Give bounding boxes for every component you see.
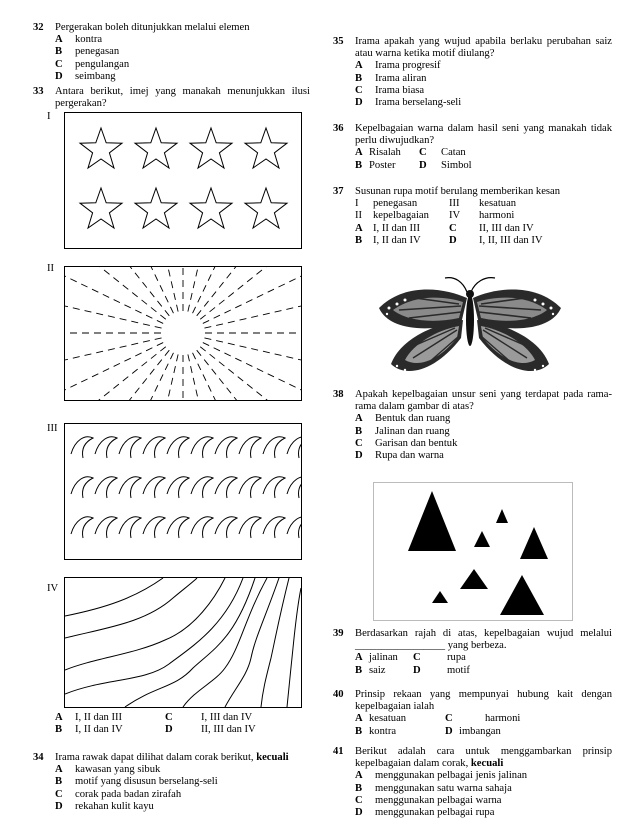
question-33-options: [33, 712, 310, 736]
figure-waves: [64, 423, 302, 560]
option-a[interactable]: A kawasan yang sibuk: [55, 764, 161, 776]
option-c[interactable]: C menggunakan pelbagai warna: [355, 794, 502, 806]
option-a[interactable]: A menggunakan pelbagai jenis jalinan: [355, 770, 528, 782]
figure-label-ii: II: [47, 263, 55, 274]
option-a[interactable]: A I, II dan III: [55, 712, 123, 723]
option-b[interactable]: B I, II dan IV: [355, 234, 421, 246]
stars-pattern: [65, 113, 301, 248]
option-d[interactable]: D Simbol: [419, 159, 472, 171]
question-number: 37: [333, 186, 344, 197]
option-d[interactable]: D Rupa dan warna: [355, 449, 444, 461]
question-text: Irama apakah yang wujud apabila berlaku perubahan saiz atau warna ketika motif diulang?: [355, 36, 612, 60]
question-number: 35: [333, 36, 344, 47]
option-c[interactable]: C pengulangan: [55, 58, 130, 70]
question-34: [33, 752, 310, 813]
question-text: Irama rawak dapat dilihat dalam corak berikut,: [55, 752, 254, 763]
option-c[interactable]: C Irama biasa: [355, 84, 425, 96]
question-text: Apakah kepelbagaian unsur seni yang terdapat pada rama-rama dalam gambar di atas?: [355, 389, 612, 413]
option-a[interactable]: A Irama progresif: [355, 60, 441, 72]
question-text: Pergerakan boleh ditunjukkan melalui elemen: [55, 22, 250, 33]
option-a[interactable]: A I, II dan III: [355, 222, 421, 234]
option-d[interactable]: D menggunakan pelbagai rupa: [355, 806, 495, 818]
option-b[interactable]: B saiz: [355, 664, 386, 676]
option-c[interactable]: C II, III dan IV: [449, 222, 534, 234]
question-number: 41: [333, 746, 344, 757]
question-text: Berikut adalah cara untuk menggambarkan prinsip kepelbagaian dalam corak,: [355, 746, 612, 770]
option-c[interactable]: C rupa: [413, 652, 466, 664]
option-a[interactable]: A kesatuan: [355, 713, 407, 725]
option-c[interactable]: C Garisan dan bentuk: [355, 437, 458, 449]
question-text: Susunan rupa motif berulang memberikan kesan: [355, 186, 561, 197]
question-36: [333, 123, 612, 172]
option-b[interactable]: B kontra: [355, 725, 397, 737]
triangles-pattern: [374, 483, 572, 620]
statement-iv: IV harmoni: [449, 210, 515, 222]
question-number: 39: [333, 628, 344, 639]
question-41: [333, 746, 612, 819]
figure-label-iii: III: [47, 423, 58, 434]
wave-pattern: [65, 424, 301, 559]
option-b[interactable]: B motif yang disusun berselang-seli: [55, 776, 218, 788]
question-33: [33, 86, 310, 110]
option-d[interactable]: D I, II, III dan IV: [449, 234, 543, 246]
statement-i: I penegasan: [355, 198, 418, 210]
option-a[interactable]: A kontra: [55, 34, 103, 46]
option-a[interactable]: A jalinan: [355, 652, 398, 664]
option-b[interactable]: B Jalinan dan ruang: [355, 425, 450, 437]
option-d[interactable]: D seimbang: [55, 70, 116, 82]
option-d[interactable]: D Irama berselang-seli: [355, 96, 462, 108]
question-emphasis: kecuali: [256, 752, 289, 763]
question-text: Antara berikut, imej yang manakah menunjukkan ilusi pergerakan?: [55, 86, 310, 110]
question-emphasis: kecuali: [470, 758, 504, 770]
option-b[interactable]: B menggunakan satu warna sahaja: [355, 782, 512, 794]
question-number: 33: [33, 86, 44, 97]
option-d[interactable]: D II, III dan IV: [165, 724, 256, 736]
question-text: Prinsip rekaan yang mempunyai hubung kait dengan kepelbagaian ialah: [355, 689, 612, 713]
option-b[interactable]: B penegasan: [55, 46, 120, 58]
butterfly-image: [375, 268, 565, 380]
option-b[interactable]: B Irama aliran: [355, 72, 427, 84]
statement-iii: III kesatuan: [449, 198, 517, 210]
figure-flow-lines: [64, 577, 302, 708]
option-c[interactable]: C I, III dan IV: [165, 712, 253, 723]
figure-triangles: [373, 482, 573, 621]
option-a[interactable]: A Bentuk dan ruang: [355, 413, 451, 425]
question-37: [333, 186, 612, 247]
option-b[interactable]: B Poster: [355, 159, 396, 171]
question-text: Kepelbagaian warna dalam hasil seni yang manakah tidak perlu diwujudkan?: [355, 123, 612, 147]
option-c[interactable]: C harmoni: [445, 713, 521, 725]
option-d[interactable]: D imbangan: [445, 725, 501, 737]
question-38: [333, 389, 612, 462]
flow-lines-pattern: [65, 578, 301, 707]
figure-label-iv: IV: [47, 583, 59, 594]
question-text-end: yang berbeza.: [447, 640, 507, 652]
figure-radial-dashes: [64, 266, 302, 401]
question-35: [333, 36, 612, 109]
question-number: 38: [333, 389, 344, 400]
question-39: [333, 628, 612, 677]
statement-ii: II kepelbagaian: [355, 210, 429, 222]
question-number: 40: [333, 689, 344, 700]
option-c[interactable]: C corak pada badan zirafah: [55, 788, 182, 800]
radial-dashes-pattern: [65, 267, 301, 400]
figure-label-i: I: [47, 111, 51, 122]
question-number: 32: [33, 22, 44, 33]
option-d[interactable]: D rekahan kulit kayu: [55, 800, 154, 812]
option-b[interactable]: B I, II dan IV: [55, 724, 123, 736]
question-32: [33, 22, 310, 83]
answer-blank: _________________: [355, 640, 446, 652]
question-40: [333, 689, 612, 738]
option-a[interactable]: A Risalah: [355, 147, 401, 159]
figure-stars: [64, 112, 302, 249]
question-number: 36: [333, 123, 344, 134]
question-number: 34: [33, 752, 44, 763]
option-d[interactable]: D motif: [413, 664, 470, 676]
question-text: Berdasarkan rajah di atas, kepelbagaian wujud melalui: [355, 628, 612, 639]
option-c[interactable]: C Catan: [419, 147, 466, 159]
